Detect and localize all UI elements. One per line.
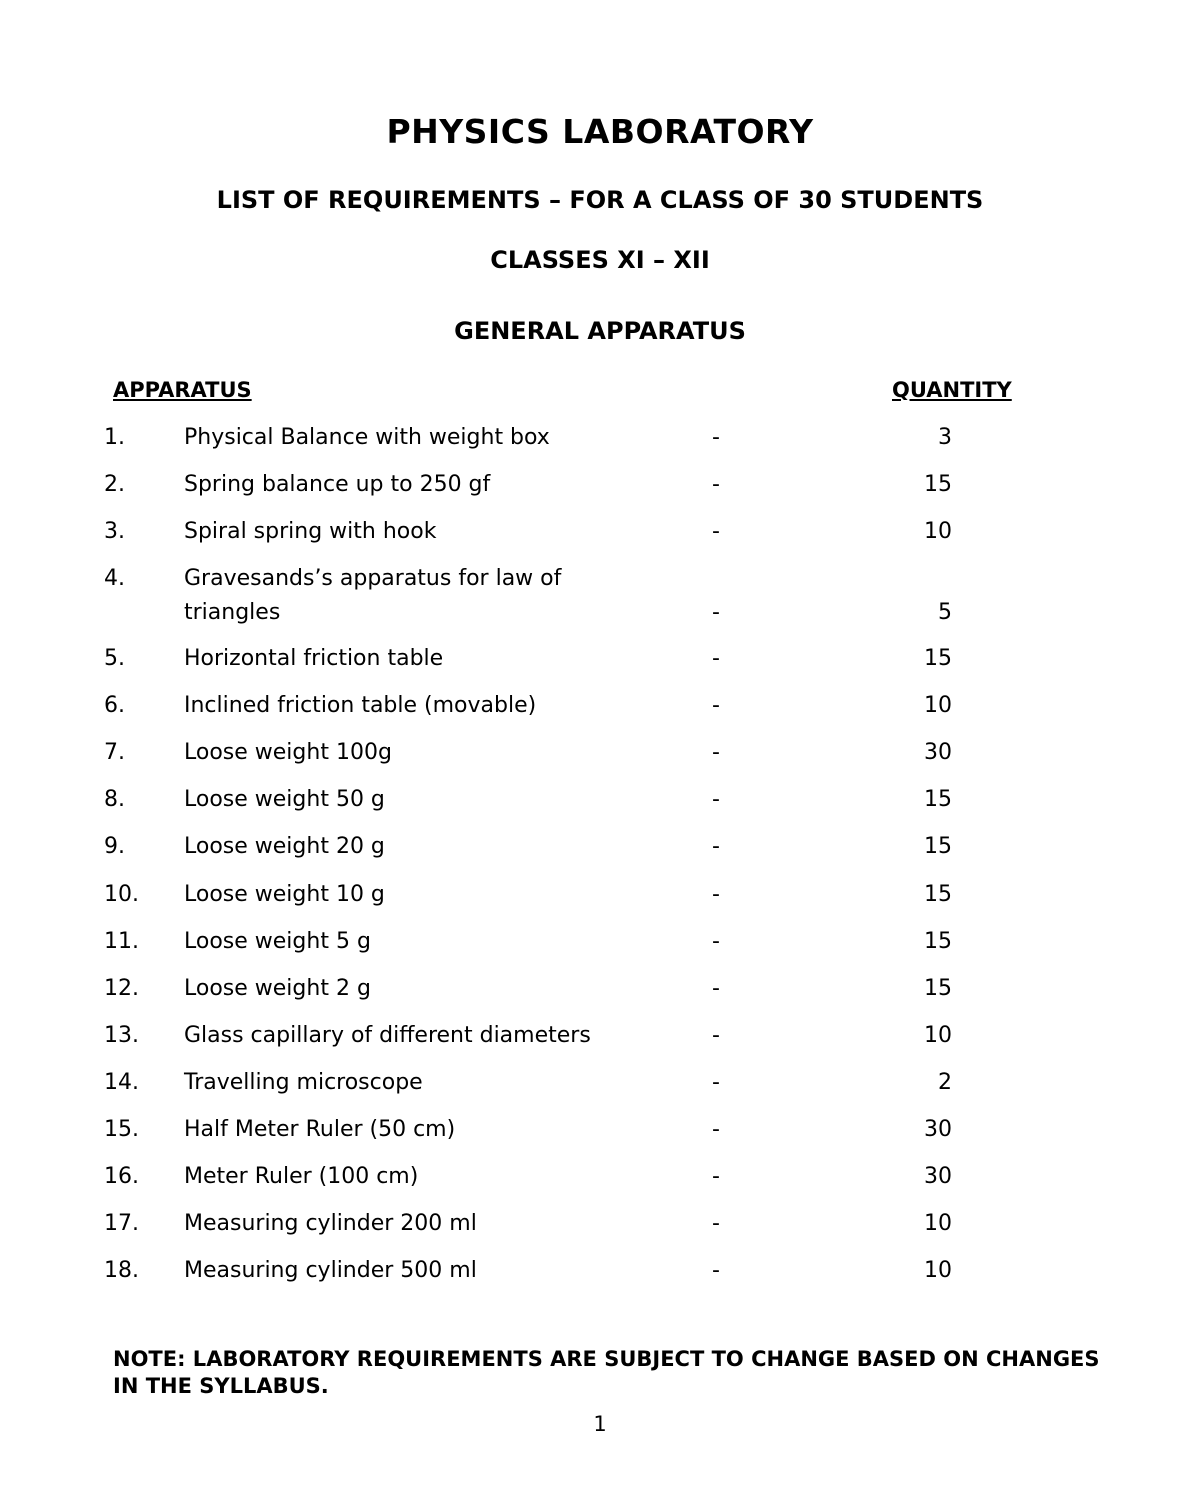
item-number: 2. <box>104 472 125 497</box>
item-name: Travelling microscope <box>184 1070 423 1095</box>
item-number: 11. <box>104 929 139 954</box>
item-name: Meter Ruler (100 cm) <box>184 1164 419 1189</box>
item-quantity: 10 <box>924 1258 952 1283</box>
item-name: Spring balance up to 250 gf <box>184 472 491 497</box>
item-number: 7. <box>104 740 125 765</box>
item-name: Gravesands’s apparatus for law of triangles <box>184 566 562 625</box>
item-dash: - <box>712 1164 720 1189</box>
item-dash: - <box>712 834 720 859</box>
item-dash: - <box>712 1070 720 1095</box>
syllabus-note: NOTE: LABORATORY REQUIREMENTS ARE SUBJECT TO CHANGE BASED ON CHANGES IN THE SYLLABUS. <box>113 1347 1100 1398</box>
item-name: Inclined friction table (movable) <box>184 693 537 718</box>
item-quantity: 3 <box>938 425 952 450</box>
item-quantity: 15 <box>924 646 952 671</box>
item-number: 5. <box>104 646 125 671</box>
item-number: 15. <box>104 1117 139 1142</box>
item-number: 18. <box>104 1258 139 1283</box>
item-quantity: 15 <box>924 882 952 907</box>
item-dash: - <box>712 646 720 671</box>
item-quantity: 15 <box>924 787 952 812</box>
item-dash: - <box>712 600 720 625</box>
apparatus-column-header: APPARATUS <box>113 378 252 402</box>
item-quantity: 5 <box>938 600 952 625</box>
item-name: Loose weight 5 g <box>184 929 371 954</box>
item-dash: - <box>712 787 720 812</box>
item-name: Loose weight 100g <box>184 740 392 765</box>
item-dash: - <box>712 1117 720 1142</box>
item-dash: - <box>712 519 720 544</box>
item-name: Measuring cylinder 500 ml <box>184 1258 477 1283</box>
item-quantity: 30 <box>924 1117 952 1142</box>
page-number: 1 <box>593 1412 607 1436</box>
item-quantity: 10 <box>924 519 952 544</box>
item-number: 6. <box>104 693 125 718</box>
classes-heading: CLASSES XI – XII <box>490 246 710 274</box>
item-quantity: 15 <box>924 834 952 859</box>
item-quantity: 15 <box>924 929 952 954</box>
item-name: Half Meter Ruler (50 cm) <box>184 1117 456 1142</box>
item-number: 12. <box>104 976 139 1001</box>
item-dash: - <box>712 976 720 1001</box>
item-name: Spiral spring with hook <box>184 519 437 544</box>
item-dash: - <box>712 1258 720 1283</box>
item-dash: - <box>712 693 720 718</box>
item-number: 3. <box>104 519 125 544</box>
item-quantity: 10 <box>924 1023 952 1048</box>
item-dash: - <box>712 929 720 954</box>
item-name: Loose weight 10 g <box>184 882 385 907</box>
item-quantity: 10 <box>924 693 952 718</box>
item-dash: - <box>712 472 720 497</box>
item-quantity: 30 <box>924 1164 952 1189</box>
item-name: Horizontal friction table <box>184 646 444 671</box>
item-number: 16. <box>104 1164 139 1189</box>
item-dash: - <box>712 882 720 907</box>
item-quantity: 30 <box>924 740 952 765</box>
item-name: Physical Balance with weight box <box>184 425 550 450</box>
item-dash: - <box>712 1023 720 1048</box>
subtitle: LIST OF REQUIREMENTS – FOR A CLASS OF 30 STUDENTS <box>216 186 984 214</box>
item-number: 14. <box>104 1070 139 1095</box>
item-dash: - <box>712 1211 720 1236</box>
item-name: Measuring cylinder 200 ml <box>184 1211 477 1236</box>
item-quantity: 2 <box>938 1070 952 1095</box>
item-quantity: 15 <box>924 472 952 497</box>
section-heading: GENERAL APPARATUS <box>454 317 746 345</box>
item-number: 8. <box>104 787 125 812</box>
item-quantity: 10 <box>924 1211 952 1236</box>
item-number: 9. <box>104 834 125 859</box>
page-title: PHYSICS LABORATORY <box>386 112 814 151</box>
item-number: 13. <box>104 1023 139 1048</box>
item-number: 4. <box>104 566 125 591</box>
item-dash: - <box>712 425 720 450</box>
item-dash: - <box>712 740 720 765</box>
item-name: Glass capillary of different diameters <box>184 1023 591 1048</box>
quantity-column-header: QUANTITY <box>892 378 1012 402</box>
item-name: Loose weight 20 g <box>184 834 385 859</box>
item-number: 1. <box>104 425 125 450</box>
item-name: Loose weight 50 g <box>184 787 385 812</box>
item-number: 10. <box>104 882 139 907</box>
item-name: Loose weight 2 g <box>184 976 371 1001</box>
item-number: 17. <box>104 1211 139 1236</box>
item-quantity: 15 <box>924 976 952 1001</box>
